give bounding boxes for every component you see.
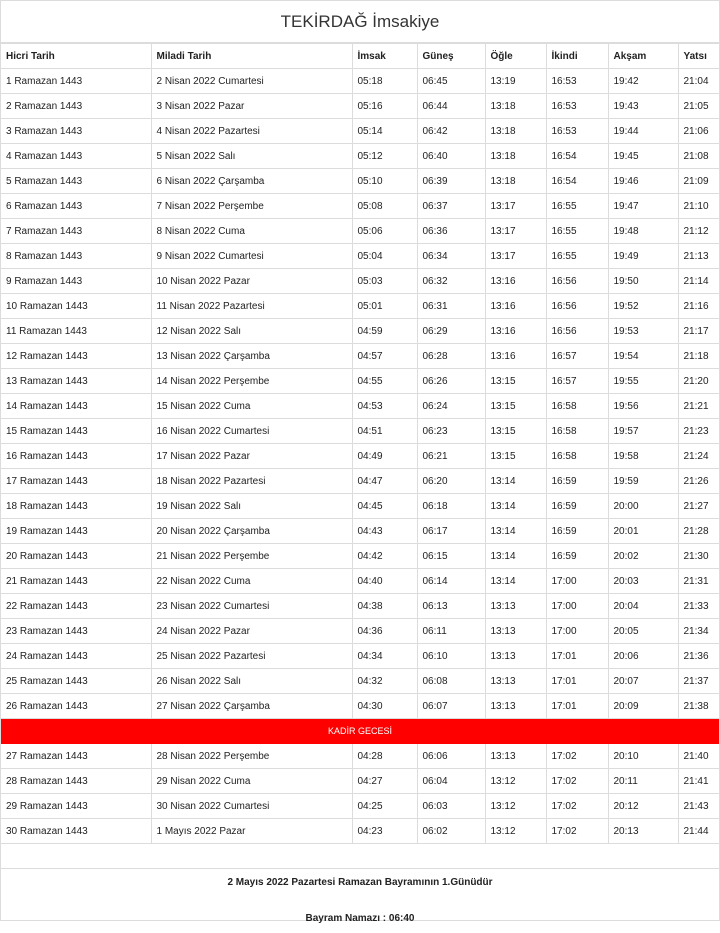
cell-aksam: 19:47: [608, 194, 678, 219]
cell-aksam: 20:10: [608, 744, 678, 769]
cell-aksam: 20:03: [608, 569, 678, 594]
cell-miladi-tarih: 12 Nisan 2022 Salı: [151, 319, 352, 344]
cell-aksam: 19:56: [608, 394, 678, 419]
cell-hicri-tarih: 18 Ramazan 1443: [1, 494, 151, 519]
cell-ikindi: 16:53: [546, 119, 608, 144]
table-row: [1, 219, 719, 244]
cell-gunes: 06:45: [417, 69, 485, 94]
cell-ogle: 13:16: [485, 294, 546, 319]
table-row: [1, 794, 719, 819]
table-row: [1, 444, 719, 469]
table-row: [1, 769, 719, 794]
cell-aksam: 20:00: [608, 494, 678, 519]
table-row: [1, 194, 719, 219]
cell-ogle: 13:14: [485, 494, 546, 519]
cell-imsak: 04:57: [352, 344, 417, 369]
cell-aksam: 19:49: [608, 244, 678, 269]
cell-ikindi: 16:56: [546, 294, 608, 319]
cell-yatsi: 21:40: [678, 744, 719, 769]
table-row: [1, 744, 719, 769]
cell-imsak: 04:32: [352, 669, 417, 694]
table-row: [1, 519, 719, 544]
cell-yatsi: 21:05: [678, 94, 719, 119]
cell-miladi-tarih: 11 Nisan 2022 Pazartesi: [151, 294, 352, 319]
cell-ikindi: 16:58: [546, 419, 608, 444]
cell-gunes: 06:28: [417, 344, 485, 369]
cell-yatsi: 21:26: [678, 469, 719, 494]
cell-yatsi: 21:12: [678, 219, 719, 244]
cell-imsak: 05:01: [352, 294, 417, 319]
cell-yatsi: 21:38: [678, 694, 719, 719]
cell-imsak: 04:27: [352, 769, 417, 794]
cell-gunes: 06:37: [417, 194, 485, 219]
table-row: [1, 269, 719, 294]
table-row: [1, 544, 719, 569]
cell-ogle: 13:15: [485, 444, 546, 469]
cell-aksam: 19:52: [608, 294, 678, 319]
cell-gunes: 06:02: [417, 819, 485, 844]
cell-hicri-tarih: 13 Ramazan 1443: [1, 369, 151, 394]
cell-ogle: 13:18: [485, 119, 546, 144]
cell-hicri-tarih: 5 Ramazan 1443: [1, 169, 151, 194]
cell-miladi-tarih: 14 Nisan 2022 Perşembe: [151, 369, 352, 394]
cell-hicri-tarih: 11 Ramazan 1443: [1, 319, 151, 344]
cell-hicri-tarih: 23 Ramazan 1443: [1, 619, 151, 644]
cell-ikindi: 16:59: [546, 494, 608, 519]
table-row: [1, 94, 719, 119]
cell-ikindi: 17:00: [546, 619, 608, 644]
cell-hicri-tarih: 30 Ramazan 1443: [1, 819, 151, 844]
cell-yatsi: 21:06: [678, 119, 719, 144]
cell-yatsi: 21:04: [678, 69, 719, 94]
cell-ikindi: 16:56: [546, 269, 608, 294]
col-aksam: Akşam: [608, 44, 678, 69]
cell-ikindi: 16:56: [546, 319, 608, 344]
table-row: [1, 119, 719, 144]
cell-miladi-tarih: 2 Nisan 2022 Cumartesi: [151, 69, 352, 94]
cell-gunes: 06:34: [417, 244, 485, 269]
table-body-after: [1, 744, 719, 844]
cell-hicri-tarih: 6 Ramazan 1443: [1, 194, 151, 219]
cell-miladi-tarih: 1 Mayıs 2022 Pazar: [151, 819, 352, 844]
bayram-namazi: Bayram Namazı : 06:40: [305, 913, 415, 924]
cell-hicri-tarih: 14 Ramazan 1443: [1, 394, 151, 419]
cell-miladi-tarih: 9 Nisan 2022 Cumartesi: [151, 244, 352, 269]
cell-ogle: 13:13: [485, 694, 546, 719]
col-miladi-tarih: Miladi Tarih: [151, 44, 352, 69]
cell-gunes: 06:18: [417, 494, 485, 519]
cell-ikindi: 16:57: [546, 344, 608, 369]
cell-aksam: 19:44: [608, 119, 678, 144]
cell-hicri-tarih: 19 Ramazan 1443: [1, 519, 151, 544]
cell-ogle: 13:13: [485, 644, 546, 669]
cell-aksam: 20:11: [608, 769, 678, 794]
cell-imsak: 04:51: [352, 419, 417, 444]
cell-ogle: 13:12: [485, 819, 546, 844]
cell-aksam: 19:46: [608, 169, 678, 194]
cell-yatsi: 21:33: [678, 594, 719, 619]
cell-ikindi: 17:00: [546, 569, 608, 594]
cell-ikindi: 16:58: [546, 394, 608, 419]
table-row: [1, 494, 719, 519]
cell-imsak: 04:30: [352, 694, 417, 719]
table-row: [1, 819, 719, 844]
kadir-gecesi-section: [1, 719, 719, 744]
cell-aksam: 20:02: [608, 544, 678, 569]
cell-yatsi: 21:43: [678, 794, 719, 819]
cell-hicri-tarih: 1 Ramazan 1443: [1, 69, 151, 94]
imsakiye-table: [1, 43, 719, 844]
cell-aksam: 19:59: [608, 469, 678, 494]
cell-gunes: 06:14: [417, 569, 485, 594]
cell-ogle: 13:15: [485, 419, 546, 444]
kadir-gecesi-row: [1, 719, 719, 744]
cell-miladi-tarih: 26 Nisan 2022 Salı: [151, 669, 352, 694]
cell-miladi-tarih: 19 Nisan 2022 Salı: [151, 494, 352, 519]
cell-ikindi: 16:59: [546, 469, 608, 494]
cell-yatsi: 21:30: [678, 544, 719, 569]
cell-miladi-tarih: 3 Nisan 2022 Pazar: [151, 94, 352, 119]
cell-imsak: 04:38: [352, 594, 417, 619]
cell-aksam: 19:57: [608, 419, 678, 444]
cell-yatsi: 21:41: [678, 769, 719, 794]
cell-miladi-tarih: 13 Nisan 2022 Çarşamba: [151, 344, 352, 369]
cell-miladi-tarih: 15 Nisan 2022 Cuma: [151, 394, 352, 419]
table-row: [1, 469, 719, 494]
cell-aksam: 20:07: [608, 669, 678, 694]
cell-aksam: 19:54: [608, 344, 678, 369]
cell-hicri-tarih: 9 Ramazan 1443: [1, 269, 151, 294]
cell-yatsi: 21:21: [678, 394, 719, 419]
cell-aksam: 19:55: [608, 369, 678, 394]
cell-ogle: 13:16: [485, 319, 546, 344]
cell-miladi-tarih: 5 Nisan 2022 Salı: [151, 144, 352, 169]
col-hicri-tarih: Hicri Tarih: [1, 44, 151, 69]
cell-gunes: 06:36: [417, 219, 485, 244]
cell-gunes: 06:04: [417, 769, 485, 794]
cell-ogle: 13:12: [485, 769, 546, 794]
cell-yatsi: 21:24: [678, 444, 719, 469]
cell-gunes: 06:24: [417, 394, 485, 419]
cell-imsak: 05:04: [352, 244, 417, 269]
cell-gunes: 06:07: [417, 694, 485, 719]
cell-ikindi: 16:55: [546, 244, 608, 269]
cell-ikindi: 17:01: [546, 694, 608, 719]
cell-ikindi: 16:58: [546, 444, 608, 469]
table-row: [1, 369, 719, 394]
table-body-before: [1, 69, 719, 719]
cell-gunes: 06:40: [417, 144, 485, 169]
kadir-gecesi-label: KADİR GECESİ: [1, 719, 719, 744]
cell-ogle: 13:17: [485, 194, 546, 219]
table-row: [1, 394, 719, 419]
cell-aksam: 19:48: [608, 219, 678, 244]
cell-miladi-tarih: 16 Nisan 2022 Cumartesi: [151, 419, 352, 444]
cell-hicri-tarih: 25 Ramazan 1443: [1, 669, 151, 694]
cell-hicri-tarih: 28 Ramazan 1443: [1, 769, 151, 794]
cell-gunes: 06:03: [417, 794, 485, 819]
cell-miladi-tarih: 28 Nisan 2022 Perşembe: [151, 744, 352, 769]
cell-yatsi: 21:13: [678, 244, 719, 269]
cell-aksam: 20:12: [608, 794, 678, 819]
cell-gunes: 06:06: [417, 744, 485, 769]
cell-ogle: 13:18: [485, 94, 546, 119]
cell-miladi-tarih: 10 Nisan 2022 Pazar: [151, 269, 352, 294]
cell-ogle: 13:16: [485, 344, 546, 369]
cell-aksam: 20:06: [608, 644, 678, 669]
cell-imsak: 04:53: [352, 394, 417, 419]
cell-gunes: 06:13: [417, 594, 485, 619]
cell-gunes: 06:11: [417, 619, 485, 644]
table-row: [1, 69, 719, 94]
cell-gunes: 06:15: [417, 544, 485, 569]
cell-ogle: 13:19: [485, 69, 546, 94]
cell-ogle: 13:14: [485, 469, 546, 494]
cell-gunes: 06:08: [417, 669, 485, 694]
table-row: [1, 344, 719, 369]
cell-miladi-tarih: 7 Nisan 2022 Perşembe: [151, 194, 352, 219]
cell-hicri-tarih: 8 Ramazan 1443: [1, 244, 151, 269]
cell-yatsi: 21:44: [678, 819, 719, 844]
cell-aksam: 20:13: [608, 819, 678, 844]
cell-yatsi: 21:27: [678, 494, 719, 519]
cell-ikindi: 16:54: [546, 169, 608, 194]
cell-miladi-tarih: 20 Nisan 2022 Çarşamba: [151, 519, 352, 544]
cell-ogle: 13:17: [485, 219, 546, 244]
cell-ogle: 13:18: [485, 169, 546, 194]
cell-yatsi: 21:18: [678, 344, 719, 369]
cell-yatsi: 21:10: [678, 194, 719, 219]
cell-ikindi: 17:02: [546, 769, 608, 794]
cell-gunes: 06:20: [417, 469, 485, 494]
cell-ikindi: 16:53: [546, 94, 608, 119]
cell-miladi-tarih: 27 Nisan 2022 Çarşamba: [151, 694, 352, 719]
col-ikindi: İkindi: [546, 44, 608, 69]
cell-imsak: 04:36: [352, 619, 417, 644]
table-header-row: [1, 44, 719, 69]
cell-ikindi: 16:59: [546, 519, 608, 544]
cell-aksam: 19:50: [608, 269, 678, 294]
cell-ogle: 13:14: [485, 519, 546, 544]
cell-miladi-tarih: 21 Nisan 2022 Perşembe: [151, 544, 352, 569]
col-yatsi: Yatsı: [678, 44, 719, 69]
cell-imsak: 04:43: [352, 519, 417, 544]
cell-miladi-tarih: 24 Nisan 2022 Pazar: [151, 619, 352, 644]
cell-gunes: 06:26: [417, 369, 485, 394]
cell-ogle: 13:13: [485, 744, 546, 769]
cell-aksam: 20:01: [608, 519, 678, 544]
bayram-note: 2 Mayıs 2022 Pazartesi Ramazan Bayramının 1.Günüdür: [227, 877, 493, 888]
cell-gunes: 06:31: [417, 294, 485, 319]
cell-aksam: 20:05: [608, 619, 678, 644]
cell-gunes: 06:44: [417, 94, 485, 119]
cell-ikindi: 17:02: [546, 744, 608, 769]
cell-ikindi: 16:59: [546, 544, 608, 569]
cell-aksam: 19:58: [608, 444, 678, 469]
cell-yatsi: 21:09: [678, 169, 719, 194]
cell-imsak: 05:14: [352, 119, 417, 144]
table-row: [1, 144, 719, 169]
cell-gunes: 06:42: [417, 119, 485, 144]
cell-imsak: 05:16: [352, 94, 417, 119]
cell-hicri-tarih: 17 Ramazan 1443: [1, 469, 151, 494]
cell-hicri-tarih: 21 Ramazan 1443: [1, 569, 151, 594]
table-row: [1, 169, 719, 194]
cell-yatsi: 21:37: [678, 669, 719, 694]
cell-imsak: 04:40: [352, 569, 417, 594]
cell-ikindi: 17:02: [546, 794, 608, 819]
cell-ogle: 13:14: [485, 544, 546, 569]
cell-ikindi: 17:00: [546, 594, 608, 619]
cell-miladi-tarih: 6 Nisan 2022 Çarşamba: [151, 169, 352, 194]
cell-ogle: 13:13: [485, 594, 546, 619]
cell-imsak: 04:49: [352, 444, 417, 469]
cell-miladi-tarih: 17 Nisan 2022 Pazar: [151, 444, 352, 469]
cell-hicri-tarih: 12 Ramazan 1443: [1, 344, 151, 369]
cell-hicri-tarih: 2 Ramazan 1443: [1, 94, 151, 119]
cell-hicri-tarih: 29 Ramazan 1443: [1, 794, 151, 819]
cell-imsak: 04:59: [352, 319, 417, 344]
cell-ogle: 13:15: [485, 394, 546, 419]
cell-aksam: 19:53: [608, 319, 678, 344]
cell-gunes: 06:32: [417, 269, 485, 294]
cell-gunes: 06:29: [417, 319, 485, 344]
cell-miladi-tarih: 29 Nisan 2022 Cuma: [151, 769, 352, 794]
cell-aksam: 19:42: [608, 69, 678, 94]
cell-ogle: 13:18: [485, 144, 546, 169]
cell-yatsi: 21:08: [678, 144, 719, 169]
cell-yatsi: 21:16: [678, 294, 719, 319]
cell-hicri-tarih: 3 Ramazan 1443: [1, 119, 151, 144]
cell-yatsi: 21:14: [678, 269, 719, 294]
cell-gunes: 06:39: [417, 169, 485, 194]
cell-imsak: 05:03: [352, 269, 417, 294]
cell-aksam: 20:04: [608, 594, 678, 619]
cell-ogle: 13:13: [485, 619, 546, 644]
cell-imsak: 04:23: [352, 819, 417, 844]
cell-aksam: 20:09: [608, 694, 678, 719]
cell-imsak: 05:10: [352, 169, 417, 194]
cell-imsak: 05:08: [352, 194, 417, 219]
cell-miladi-tarih: 22 Nisan 2022 Cuma: [151, 569, 352, 594]
col-gunes: Güneş: [417, 44, 485, 69]
cell-imsak: 04:28: [352, 744, 417, 769]
cell-miladi-tarih: 18 Nisan 2022 Pazartesi: [151, 469, 352, 494]
cell-aksam: 19:45: [608, 144, 678, 169]
table-row: [1, 669, 719, 694]
cell-hicri-tarih: 10 Ramazan 1443: [1, 294, 151, 319]
cell-gunes: 06:21: [417, 444, 485, 469]
cell-hicri-tarih: 27 Ramazan 1443: [1, 744, 151, 769]
cell-gunes: 06:10: [417, 644, 485, 669]
table-row: [1, 319, 719, 344]
cell-ogle: 13:12: [485, 794, 546, 819]
cell-hicri-tarih: 26 Ramazan 1443: [1, 694, 151, 719]
table-row: [1, 569, 719, 594]
cell-miladi-tarih: 25 Nisan 2022 Pazartesi: [151, 644, 352, 669]
cell-miladi-tarih: 30 Nisan 2022 Cumartesi: [151, 794, 352, 819]
cell-imsak: 04:25: [352, 794, 417, 819]
cell-miladi-tarih: 4 Nisan 2022 Pazartesi: [151, 119, 352, 144]
cell-hicri-tarih: 4 Ramazan 1443: [1, 144, 151, 169]
cell-hicri-tarih: 20 Ramazan 1443: [1, 544, 151, 569]
cell-imsak: 04:47: [352, 469, 417, 494]
cell-imsak: 05:18: [352, 69, 417, 94]
cell-ikindi: 17:01: [546, 669, 608, 694]
table-row: [1, 419, 719, 444]
cell-yatsi: 21:31: [678, 569, 719, 594]
cell-miladi-tarih: 8 Nisan 2022 Cuma: [151, 219, 352, 244]
cell-imsak: 04:34: [352, 644, 417, 669]
cell-yatsi: 21:17: [678, 319, 719, 344]
cell-gunes: 06:23: [417, 419, 485, 444]
cell-ogle: 13:17: [485, 244, 546, 269]
cell-aksam: 19:43: [608, 94, 678, 119]
cell-ikindi: 17:01: [546, 644, 608, 669]
cell-hicri-tarih: 22 Ramazan 1443: [1, 594, 151, 619]
cell-imsak: 04:42: [352, 544, 417, 569]
cell-ogle: 13:15: [485, 369, 546, 394]
cell-ikindi: 16:57: [546, 369, 608, 394]
col-ogle: Öğle: [485, 44, 546, 69]
table-spacer: [1, 844, 719, 869]
cell-gunes: 06:17: [417, 519, 485, 544]
cell-imsak: 04:55: [352, 369, 417, 394]
cell-imsak: 04:45: [352, 494, 417, 519]
cell-hicri-tarih: 15 Ramazan 1443: [1, 419, 151, 444]
cell-ogle: 13:13: [485, 669, 546, 694]
cell-yatsi: 21:28: [678, 519, 719, 544]
cell-ikindi: 16:55: [546, 219, 608, 244]
cell-ikindi: 16:54: [546, 144, 608, 169]
table-row: [1, 294, 719, 319]
table-row: [1, 694, 719, 719]
table-row: [1, 619, 719, 644]
table-row: [1, 594, 719, 619]
table-row: [1, 644, 719, 669]
table-row: [1, 244, 719, 269]
col-imsak: İmsak: [352, 44, 417, 69]
cell-yatsi: 21:34: [678, 619, 719, 644]
page-title: TEKİRDAĞ İmsakiye: [1, 1, 719, 43]
cell-hicri-tarih: 16 Ramazan 1443: [1, 444, 151, 469]
cell-ikindi: 17:02: [546, 819, 608, 844]
cell-yatsi: 21:20: [678, 369, 719, 394]
cell-ikindi: 16:55: [546, 194, 608, 219]
cell-imsak: 05:06: [352, 219, 417, 244]
cell-imsak: 05:12: [352, 144, 417, 169]
cell-hicri-tarih: 7 Ramazan 1443: [1, 219, 151, 244]
cell-hicri-tarih: 24 Ramazan 1443: [1, 644, 151, 669]
cell-ikindi: 16:53: [546, 69, 608, 94]
cell-yatsi: 21:23: [678, 419, 719, 444]
cell-ogle: 13:14: [485, 569, 546, 594]
cell-yatsi: 21:36: [678, 644, 719, 669]
cell-miladi-tarih: 23 Nisan 2022 Cumartesi: [151, 594, 352, 619]
cell-ogle: 13:16: [485, 269, 546, 294]
